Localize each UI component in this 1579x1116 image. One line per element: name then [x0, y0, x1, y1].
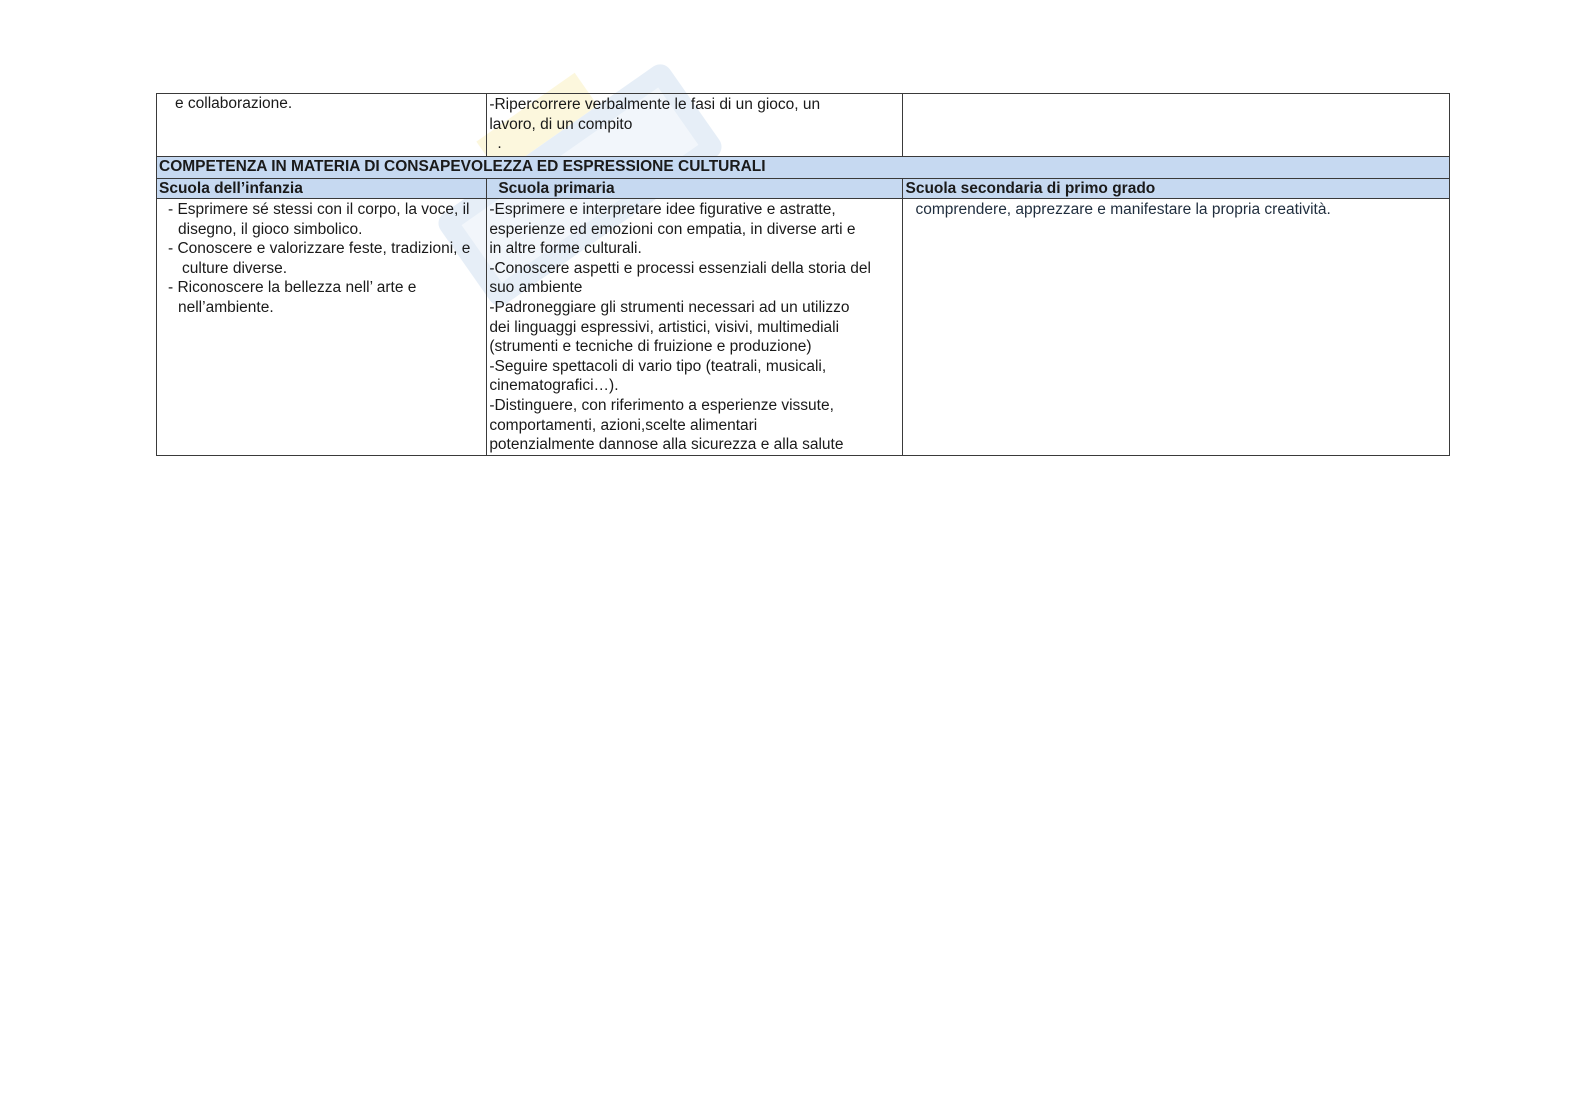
- header-infanzia: Scuola dell’infanzia: [157, 179, 487, 199]
- section-title: COMPETENZA IN MATERIA DI CONSAPEVOLEZZA ED ESPRESSIONE CULTURALI: [157, 157, 1450, 179]
- header-secondaria: Scuola secondaria di primo grado: [903, 179, 1450, 199]
- secondaria-text: comprendere, apprezzare e manifestare la propria creatività.: [915, 201, 1331, 218]
- continuation-line: lavoro, di un compito: [489, 115, 633, 133]
- list-line: suo ambiente: [489, 279, 583, 297]
- competence-table: [156, 93, 1450, 456]
- list-line: -Padroneggiare gli strumenti necessari ad un utilizzo: [489, 298, 850, 316]
- list-line: esperienze ed emozioni con empatia, in diverse arti e: [489, 220, 856, 238]
- list-line: (strumenti e tecniche di fruizione e produzione): [489, 338, 812, 356]
- continuation-line: -Ripercorrere verbalmente le fasi di un gioco, un: [489, 96, 821, 113]
- continuation-cell-primaria: [487, 94, 903, 157]
- continuation-line: .: [497, 135, 502, 153]
- content-row: [157, 199, 1450, 456]
- cell-secondaria: [903, 199, 1450, 456]
- list-line: -Conoscere aspetti e processi essenziali della storia del: [489, 259, 871, 277]
- column-header-row: [157, 179, 1450, 199]
- list-line: comportamenti, azioni,scelte alimentari: [489, 416, 758, 434]
- list-line: -Seguire spettacoli di vario tipo (teatrali, musicali,: [489, 357, 827, 375]
- list-item: - Conoscere e valorizzare feste, tradizioni, e culture diverse.: [168, 240, 471, 277]
- cell-primaria: [487, 199, 903, 456]
- list-line: -Distinguere, con riferimento a esperienze vissute,: [489, 396, 834, 414]
- list-line: -Esprimere e interpretare idee figurative e astratte,: [489, 201, 836, 218]
- header-primaria: Scuola primaria: [487, 179, 903, 199]
- list-item: - Esprimere sé stessi con il corpo, la voce, il disegno, il gioco simbolico.: [168, 201, 470, 238]
- continuation-cell-infanzia: [157, 94, 487, 157]
- list-line: in altre forme culturali.: [489, 240, 642, 258]
- list-line: dei linguaggi espressivi, artistici, visivi, multimediali: [489, 318, 840, 336]
- continuation-cell-secondaria: [903, 94, 1450, 157]
- section-title-row: [157, 157, 1450, 179]
- list-line: cinematografici…).: [489, 377, 619, 395]
- list-item: - Riconoscere la bellezza nell’ arte e nell’ambiente.: [168, 279, 417, 316]
- cell-infanzia: [157, 199, 487, 456]
- continuation-text-infanzia: e collaborazione.: [175, 95, 293, 112]
- continuation-row: [157, 94, 1450, 157]
- list-line: potenzialmente dannose alla sicurezza e alla salute: [489, 436, 844, 454]
